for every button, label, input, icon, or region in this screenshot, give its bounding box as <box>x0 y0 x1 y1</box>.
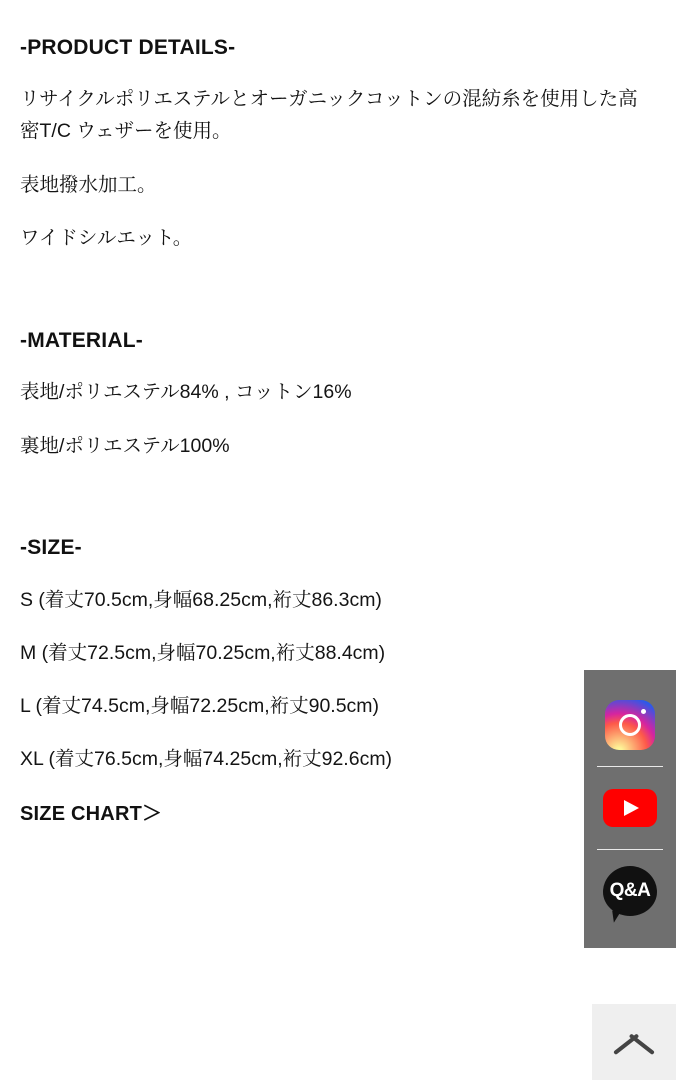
rail-divider-2 <box>597 849 663 850</box>
size-row-l: L (着丈74.5cm,身幅72.25cm,裄丈90.5cm) <box>20 694 380 717</box>
material-heading: -MATERIAL- <box>20 328 143 352</box>
youtube-icon <box>603 789 657 827</box>
rail-divider-1 <box>597 766 663 767</box>
product-details-paragraph-1: リサイクルポリエステルとオーガニックコットンの混紡糸を使用した高密T/C ウェザーを使用。 <box>20 88 638 142</box>
material-line-2: 裏地/ポリエステル100% <box>20 434 230 457</box>
social-rail <box>584 670 676 948</box>
size-row-m: M (着丈72.5cm,身幅70.25cm,裄丈88.4cm) <box>20 641 386 664</box>
back-to-top-button[interactable] <box>592 1004 676 1080</box>
chevron-up-icon <box>611 1029 657 1055</box>
material-section <box>20 327 656 463</box>
instagram-icon <box>605 700 655 750</box>
size-section <box>20 534 656 826</box>
instagram-link[interactable] <box>584 684 676 766</box>
product-details-heading: -PRODUCT DETAILS- <box>20 36 236 59</box>
size-heading: -SIZE- <box>20 536 82 560</box>
material-line-1: 表地/ポリエステル84% , コットン16% <box>20 381 352 403</box>
size-row-s: S (着丈70.5cm,身幅68.25cm,裄丈86.3cm) <box>20 588 382 611</box>
qa-label: Q&A <box>609 880 651 901</box>
product-details-paragraph-2: 表地撥水加工。 <box>20 173 157 196</box>
qa-link[interactable] <box>584 850 676 932</box>
youtube-link[interactable] <box>584 767 676 849</box>
size-chart-link[interactable]: SIZE CHART＞ <box>20 803 163 826</box>
product-details-paragraph-3: ワイドシルエット。 <box>20 227 193 250</box>
size-row-xl: XL (着丈76.5cm,身幅74.25cm,裄丈92.6cm) <box>20 748 393 771</box>
qa-icon <box>603 866 657 916</box>
product-details-section <box>20 34 656 255</box>
